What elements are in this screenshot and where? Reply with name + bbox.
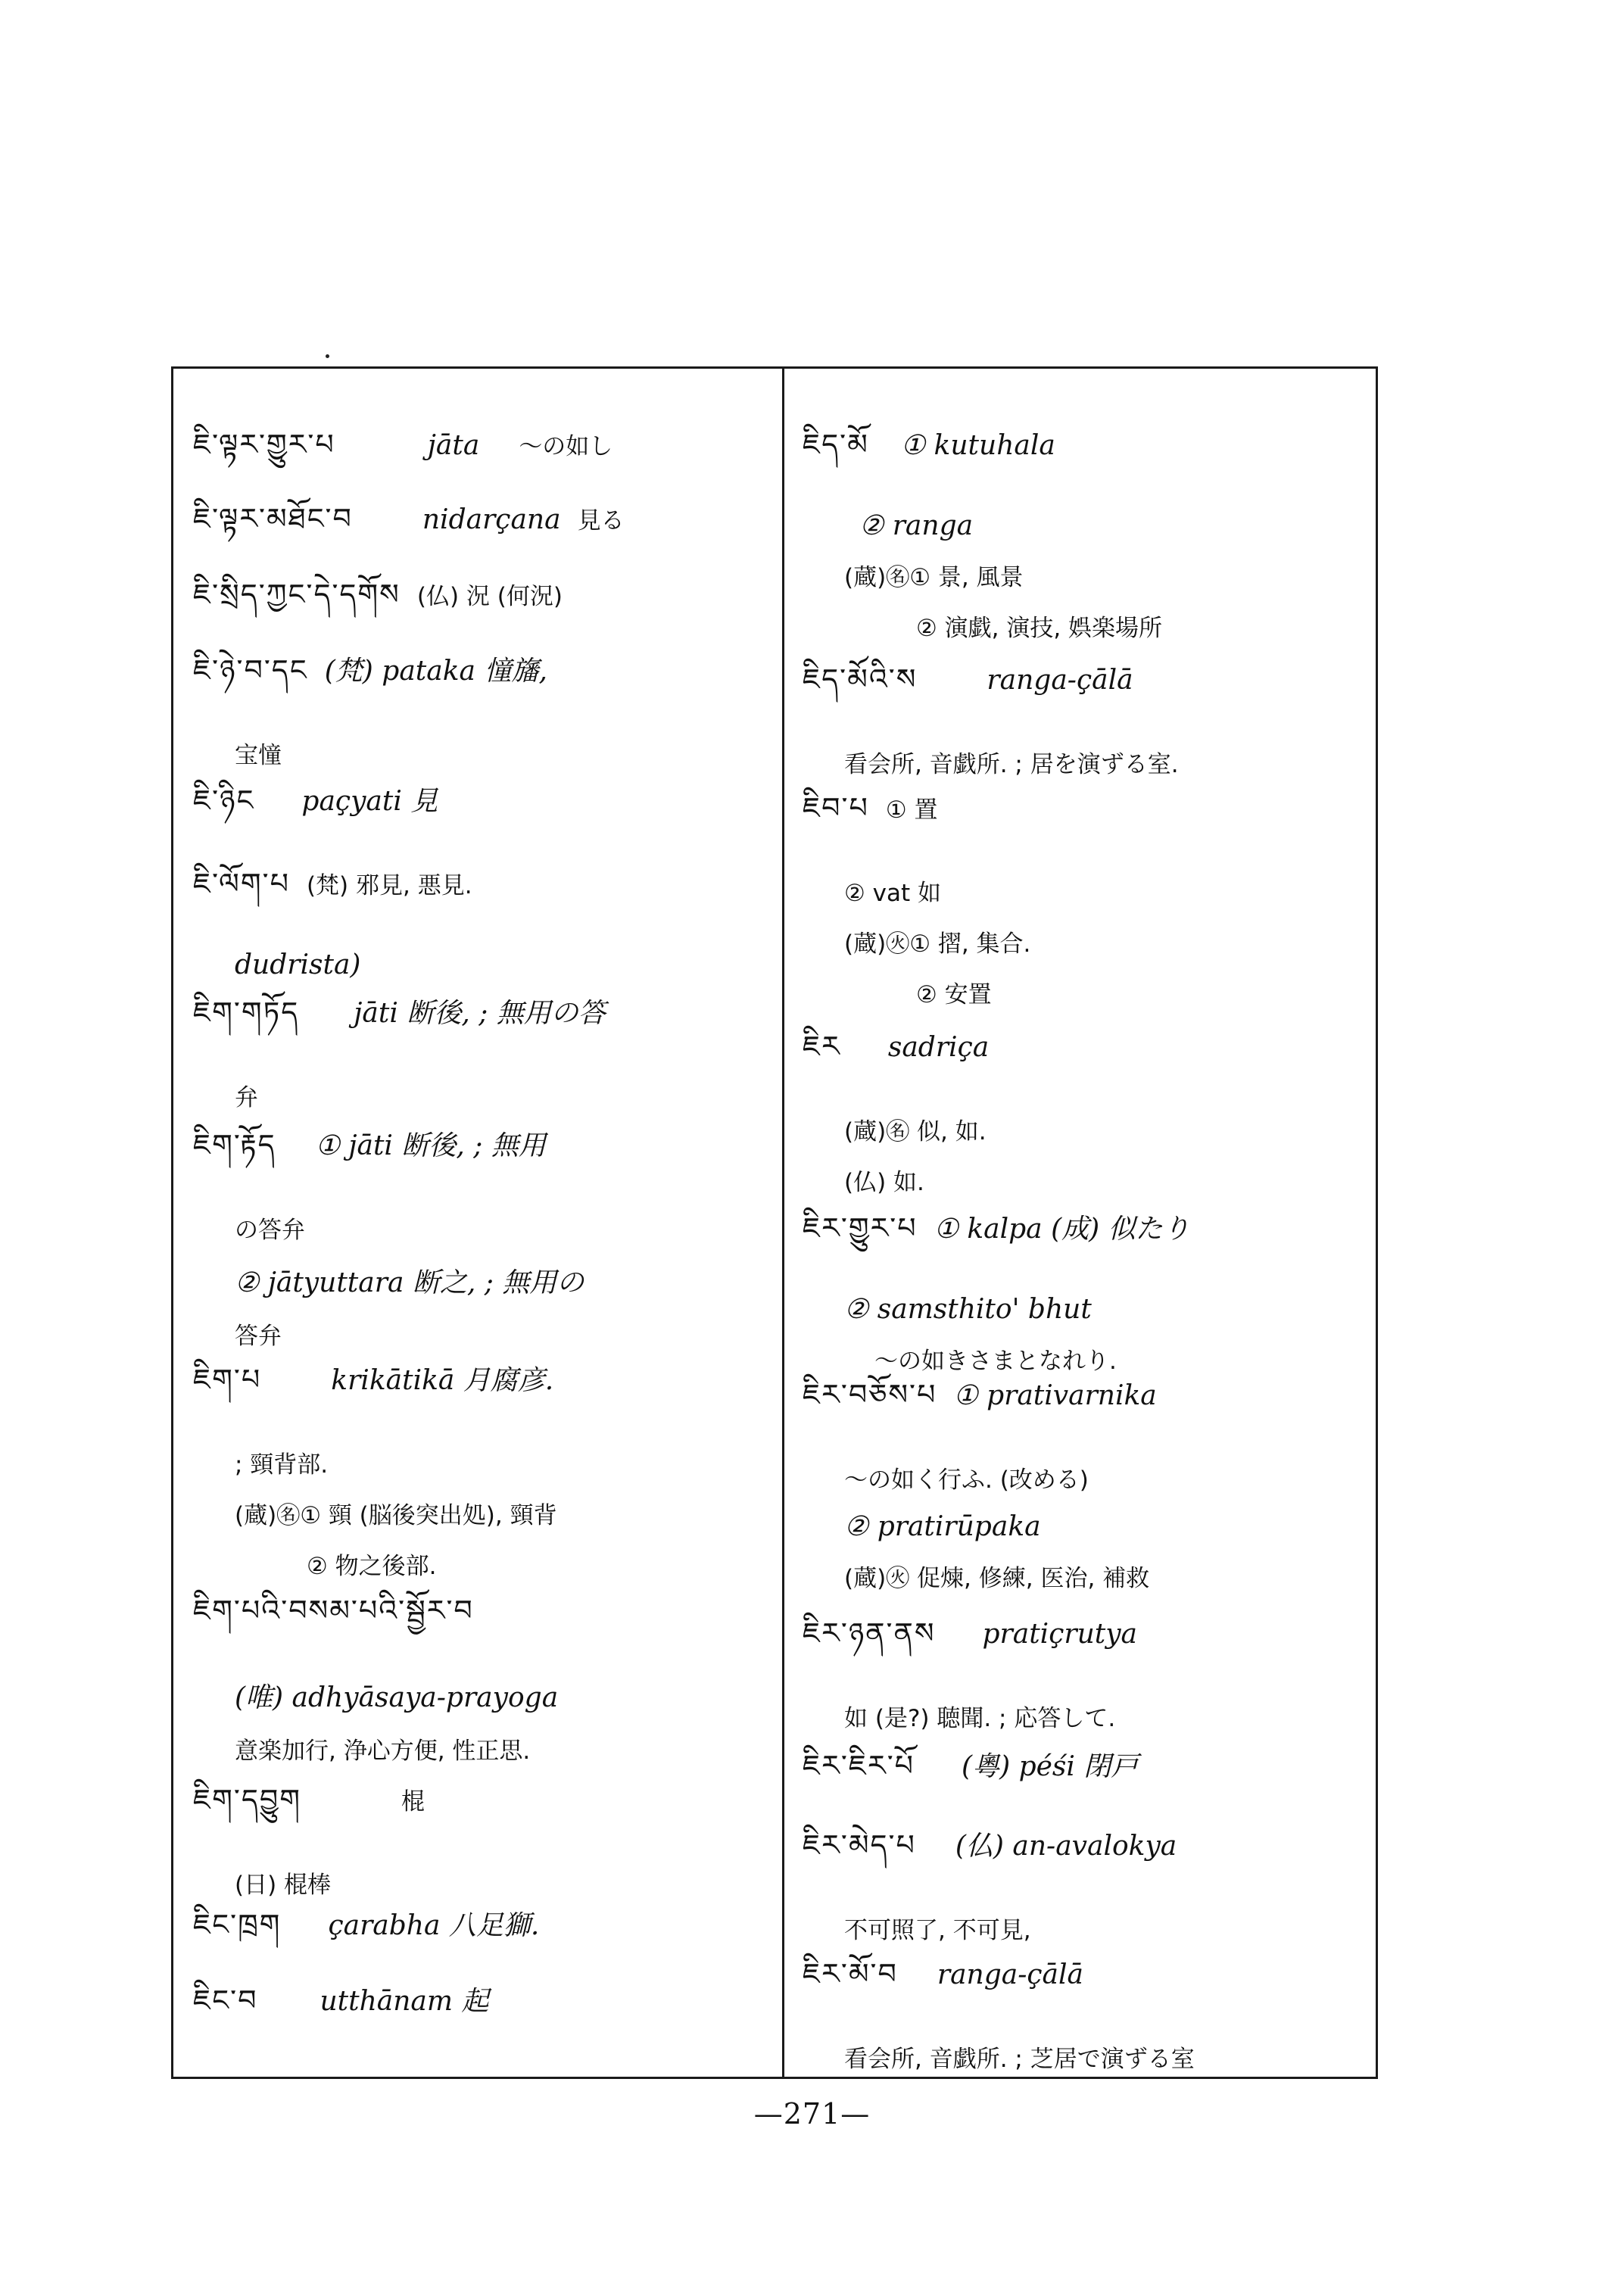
- entry: [193, 1579, 768, 1766]
- japanese-gloss: 意楽加行, 浄心方便, 性正思.: [235, 1738, 531, 1765]
- tibetan-headword: ཇིར་མེད་པ: [803, 1828, 916, 1862]
- entry: [193, 768, 768, 849]
- sanskrit-term: utthānam 起: [320, 1986, 489, 2017]
- tibetan-headword: ཇིག་པའི་བསམ་པའི་སྦྱོར་བ: [193, 1594, 474, 1627]
- tibetan-headword: ཇིར་ཉན་ནས: [803, 1616, 936, 1650]
- sanskrit-term: (梵) pataka 憧旛,: [324, 656, 547, 687]
- japanese-gloss: (蔵)㊔ 似, 如.: [844, 1118, 987, 1145]
- japanese-gloss: 答弁: [235, 1323, 282, 1350]
- entry: [193, 1968, 768, 2049]
- sanskrit-term: pratiçrutya: [982, 1619, 1138, 1650]
- tibetan-headword: ཇིང་ཁྲག: [193, 1908, 282, 1941]
- tibetan-headword: ཇིག་དབྱུག: [193, 1783, 302, 1816]
- japanese-gloss: 弁: [235, 1084, 258, 1111]
- tibetan-headword: ཇི་སྲིད་ཀྱང་དེ་དགོས: [193, 578, 401, 611]
- sanskrit-term: çarabha 八足獅.: [328, 1910, 540, 1941]
- sanskrit-term: krikātikā 月腐彦.: [331, 1365, 554, 1396]
- entry: [193, 1893, 768, 1974]
- sanskrit-term: ② jātyuttara 断之, ; 無用の: [235, 1267, 584, 1298]
- tibetan-headword: ཇི་ཉིང: [193, 784, 255, 817]
- japanese-gloss: ② 演戯, 演技, 娯楽場所: [916, 615, 1163, 642]
- sanskrit-term: ranga-çālā: [987, 665, 1133, 696]
- sanskrit-term: ② ranga: [859, 510, 974, 541]
- tibetan-headword: ཇིར་གྱུར་པ: [803, 1211, 918, 1245]
- entry: [803, 1196, 1367, 1376]
- sanskrit-term: (唯) adhyāsaya-prayoga: [235, 1682, 559, 1713]
- stray-mark: [326, 354, 329, 358]
- japanese-gloss: (蔵)㊋ 促煉, 修練, 医治, 補救: [844, 1565, 1150, 1592]
- japanese-gloss: 不可照了, 不可見,: [844, 1917, 1031, 1944]
- tibetan-headword: ཇིང་བ: [193, 1984, 258, 2017]
- japanese-gloss: 看会所, 音戯所. ; 居を演ずる室.: [844, 751, 1179, 778]
- japanese-gloss: 〜の如し: [519, 433, 613, 460]
- sanskrit-term: jāti 断後, ; 無用の答: [354, 998, 606, 1029]
- japanese-gloss: ② vat 如: [844, 880, 941, 907]
- entry: [193, 638, 768, 770]
- entry: [193, 413, 768, 494]
- entry: [803, 1601, 1367, 1733]
- sanskrit-term: (粵) péśi 閉戸: [962, 1751, 1139, 1782]
- sanskrit-term: jāta: [427, 430, 480, 461]
- japanese-gloss: (仏) 如.: [844, 1169, 924, 1196]
- entry: [193, 487, 768, 568]
- japanese-gloss: 〜の如く行ふ. (改める): [844, 1466, 1089, 1494]
- sanskrit-term: ① kutuhala: [900, 430, 1055, 461]
- entry: [803, 1734, 1367, 1815]
- tibetan-headword: ཇི་ལྟར་མཐོང་བ: [193, 502, 353, 535]
- tibetan-headword: ཇིར་བཅོས་པ: [803, 1378, 937, 1411]
- japanese-gloss: 見る: [577, 507, 625, 535]
- tibetan-headword: ཇིར: [803, 1030, 841, 1063]
- sanskrit-term: sadriça: [887, 1032, 990, 1063]
- sanskrit-term: (仏) an-avalokya: [955, 1831, 1177, 1862]
- japanese-gloss: ① 置: [885, 796, 938, 824]
- tibetan-headword: ཇི་ལོག་པ: [193, 867, 290, 900]
- entry: [193, 1113, 768, 1351]
- tibetan-headword: ཇིག་པ: [193, 1363, 262, 1396]
- tibetan-headword: ཇི་ལྟར་གྱུར་པ: [193, 428, 335, 461]
- tibetan-headword: ཇིར་ཇིར་པོ: [803, 1749, 915, 1782]
- japanese-gloss: ; 頸背部.: [235, 1451, 329, 1479]
- sanskrit-term: ranga-çālā: [937, 1959, 1083, 1990]
- entry: [193, 852, 768, 980]
- tibetan-headword: ཇིབ་པ: [803, 791, 869, 824]
- tibetan-headword: ཇིག་གཏོད: [193, 996, 300, 1029]
- entry: [803, 1942, 1367, 2074]
- tibetan-headword: ཇིག་རྟོད: [193, 1128, 276, 1161]
- sanskrit-term: paçyati 見: [301, 786, 438, 817]
- page-number: —271—: [753, 2097, 871, 2130]
- japanese-gloss: ② 安置: [916, 981, 992, 1008]
- column-divider: [782, 366, 784, 2079]
- sanskrit-term: dudrista): [235, 949, 361, 980]
- sanskrit-term: ② pratirūpaka: [844, 1511, 1041, 1542]
- entry: [803, 413, 1367, 643]
- japanese-gloss: ② 物之後部.: [307, 1553, 437, 1580]
- entry: [803, 647, 1367, 779]
- japanese-gloss: 宝憧: [235, 742, 282, 769]
- sanskrit-term: ② samsthito' bhut: [844, 1294, 1092, 1325]
- entry: [803, 1363, 1367, 1593]
- japanese-gloss: 如 (是?) 聴聞. ; 応答して.: [844, 1705, 1116, 1732]
- entry: [193, 563, 768, 644]
- entry: [803, 1813, 1367, 1945]
- japanese-gloss: (仏) 況 (何況): [416, 583, 563, 610]
- japanese-gloss: 棍: [401, 1788, 425, 1816]
- sanskrit-term: ① kalpa (成) 似たり: [934, 1214, 1190, 1245]
- japanese-gloss: の答弁: [235, 1217, 305, 1244]
- japanese-gloss: (蔵)㊔① 頸 (脳後突出処), 頸背: [235, 1502, 557, 1529]
- tibetan-headword: ཇིར་མོ་བ: [803, 1957, 898, 1990]
- sanskrit-term: ① prativarnika: [953, 1380, 1157, 1411]
- japanese-gloss: (日) 棍棒: [235, 1872, 332, 1899]
- entry: [803, 1015, 1367, 1197]
- entry: [193, 1768, 768, 1900]
- entry: [193, 980, 768, 1112]
- japanese-gloss: (梵) 邪見, 悪見.: [306, 872, 472, 899]
- sanskrit-term: nidarçana: [422, 504, 561, 535]
- entry: [193, 1348, 768, 1581]
- sanskrit-term: ① jāti 断後, ; 無用: [315, 1130, 546, 1161]
- japanese-gloss: (蔵)㊔① 景, 風景: [844, 564, 1024, 591]
- tibetan-headword: ཇིད་མོའི་ས: [803, 662, 918, 696]
- tibetan-headword: ཇིད་མོ: [803, 428, 869, 461]
- tibetan-headword: ཇི་ཉེ་བ་དང: [193, 653, 308, 687]
- japanese-gloss: 看会所, 音戯所. ; 芝居で演ずる室: [844, 2046, 1195, 2073]
- japanese-gloss: (蔵)㊋① 摺, 集合.: [844, 930, 1031, 958]
- japanese-gloss: 〜の如きさまとなれり.: [874, 1348, 1117, 1375]
- entry: [803, 776, 1367, 1009]
